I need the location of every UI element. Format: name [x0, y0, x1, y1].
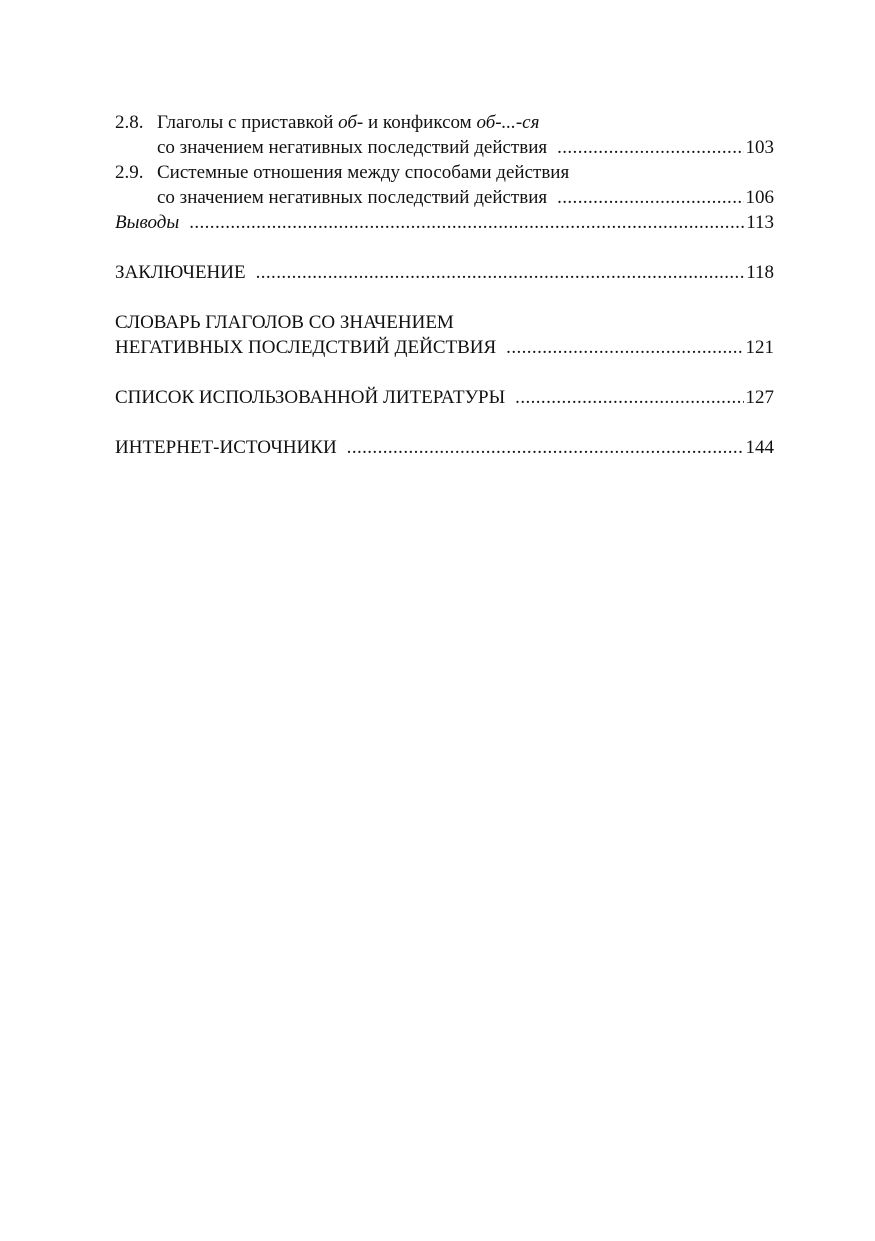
toc-entry-2-9-line-2 — [115, 185, 774, 210]
toc-entry-title-continuation: со значением негативных последствий действия — [157, 187, 548, 208]
toc-entry-title: СПИСОК ИСПОЛЬЗОВАННОЙ ЛИТЕРАТУРЫ — [115, 387, 506, 408]
toc-entry-references — [115, 385, 774, 410]
toc-entry-conclusion — [115, 260, 774, 285]
toc-entry-title: Системные отношения между способами действия — [157, 162, 570, 183]
toc-page-number: 113 — [746, 212, 774, 233]
toc-page-number: 127 — [745, 387, 774, 408]
toc-page-number: 118 — [746, 262, 774, 283]
toc-page-number: 103 — [745, 137, 774, 158]
toc-entry-dictionary-line-2 — [115, 335, 774, 360]
leader-dots — [557, 135, 743, 160]
toc-page-number: 144 — [745, 437, 774, 458]
toc-entry-title: СЛОВАРЬ ГЛАГОЛОВ СО ЗНАЧЕНИЕМ — [115, 312, 454, 333]
toc-entry-title-continuation: со значением негативных последствий действия — [157, 137, 548, 158]
confix-term: об-...-ся — [476, 112, 540, 133]
table-of-contents — [115, 110, 774, 460]
toc-entry-dictionary-line-1 — [115, 310, 774, 335]
toc-entry-2-8-line-1 — [115, 110, 774, 135]
toc-entry-title-part: и конфиксом — [363, 112, 477, 133]
toc-page-number: 106 — [745, 187, 774, 208]
toc-entry-title-part: Глаголы с приставкой — [157, 112, 339, 133]
toc-entry-title: ИНТЕРНЕТ-ИСТОЧНИКИ — [115, 437, 337, 458]
toc-entry-title-continuation: НЕГАТИВНЫХ ПОСЛЕДСТВИЙ ДЕЙСТВИЯ — [115, 337, 497, 358]
leader-dots — [557, 185, 743, 210]
toc-entry-conclusions — [115, 210, 774, 235]
leader-dots — [256, 260, 745, 285]
leader-dots — [515, 385, 743, 410]
toc-entry-title — [157, 110, 539, 135]
toc-entry-number: 2.9. — [115, 162, 144, 183]
leader-dots — [506, 335, 743, 360]
toc-entry-internet-sources — [115, 435, 774, 460]
leader-dots — [189, 210, 744, 235]
prefix-term: об- — [338, 112, 364, 133]
toc-entry-title: ЗАКЛЮЧЕНИЕ — [115, 262, 246, 283]
leader-dots — [347, 435, 744, 460]
toc-entry-title: Выводы — [115, 212, 180, 233]
toc-page-number: 121 — [745, 337, 774, 358]
toc-entry-2-8-line-2 — [115, 135, 774, 160]
toc-entry-2-9-line-1 — [115, 160, 774, 185]
toc-entry-number: 2.8. — [115, 112, 144, 133]
